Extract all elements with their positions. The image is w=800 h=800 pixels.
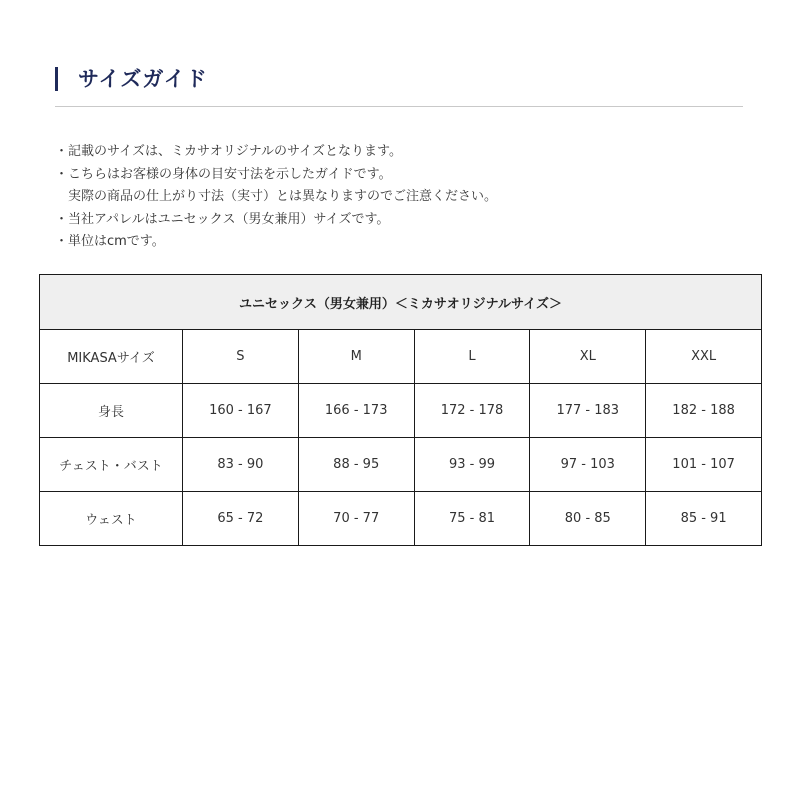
bullet: ・ [55,234,69,249]
table-row [40,384,762,438]
note-item [55,209,497,232]
section-heading-bar [55,67,58,91]
note-text: 当社アパレルはユニセックス（男女兼用）サイズです。 [68,211,390,227]
note-text: 単位はcmです。 [68,234,165,249]
row-label: ウェスト [40,492,183,546]
table-title: ユニセックス（男女兼用）＜ミカサオリジナルサイズ＞ [40,275,762,330]
table-cell: 65 - 72 [183,492,299,546]
note-item [55,231,497,254]
bullet: ・ [55,166,69,182]
note-text: こちらはお客様の身体の目安寸法を示したガイドです。 [68,166,392,182]
table-row [40,438,762,492]
note-item-continued [55,186,497,209]
table-cell: 182 - 188 [646,384,762,438]
table-header-row [40,330,762,384]
bullet: ・ [55,211,69,227]
table-cell: 70 - 77 [298,492,414,546]
table-cell: 80 - 85 [530,492,646,546]
column-header: L [414,330,530,384]
row-label: 身長 [40,384,183,438]
table-cell: 97 - 103 [530,438,646,492]
table-cell: 85 - 91 [646,492,762,546]
row-label: チェスト・バスト [40,438,183,492]
table-cell: 166 - 173 [298,384,414,438]
section-title: サイズガイド [78,67,208,91]
note-item [55,141,497,164]
table-cell: 93 - 99 [414,438,530,492]
table-cell: 88 - 95 [298,438,414,492]
bullet: ・ [55,144,69,159]
column-header: M [298,330,414,384]
table-row [40,492,762,546]
table-cell: 172 - 178 [414,384,530,438]
table-cell: 83 - 90 [183,438,299,492]
section-divider [55,106,743,107]
note-item [55,164,497,187]
note-text: 実際の商品の仕上がり寸法（実寸）とは異なりますのでご注意ください。 [68,189,498,204]
column-header: XXL [646,330,762,384]
size-table [39,274,762,546]
table-cell: 160 - 167 [183,384,299,438]
table-cell: 101 - 107 [646,438,762,492]
column-header: S [183,330,299,384]
column-header: MIKASAサイズ [40,330,183,384]
column-header: XL [530,330,646,384]
table-cell: 75 - 81 [414,492,530,546]
notes-list [55,141,497,254]
table-cell: 177 - 183 [530,384,646,438]
note-text: 記載のサイズは、ミカサオリジナルのサイズとなります。 [68,144,402,159]
table-title-row [40,275,762,330]
